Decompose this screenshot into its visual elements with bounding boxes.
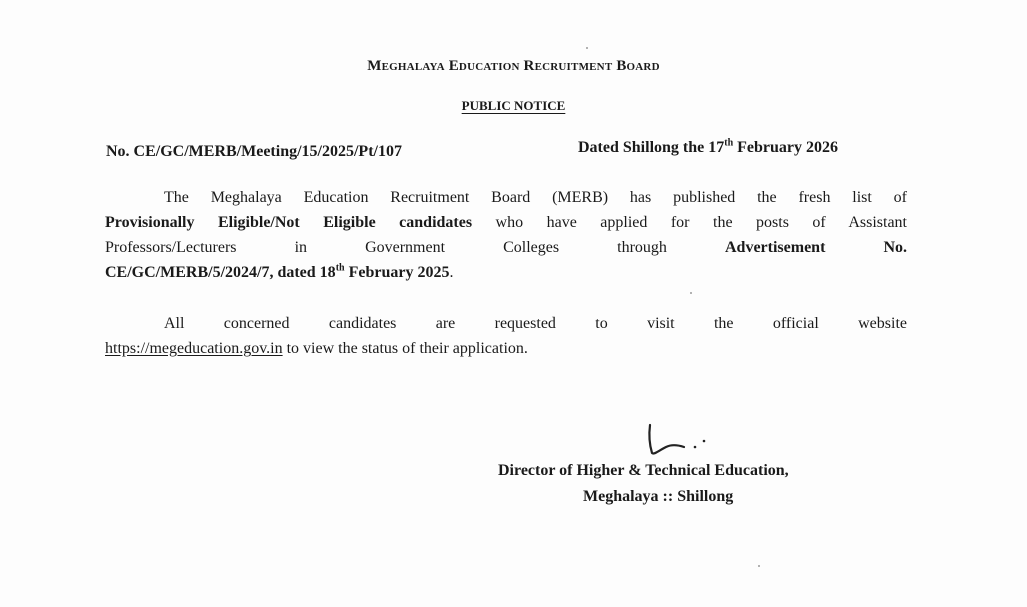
organization-heading: Meghalaya Education Recruitment Board xyxy=(367,58,660,74)
paragraph-2-line-1: All concerned candidates are requested to visit the official website xyxy=(164,315,907,332)
paragraph-1-line-4: CE/GC/MERB/5/2024/7, dated 18th February 2025. xyxy=(105,262,454,281)
paragraph-2 xyxy=(105,311,907,361)
paragraph-2-line-2: https://megeducation.gov.in to view the status of their application. xyxy=(105,340,528,357)
reference-number: No. CE/GC/MERB/Meeting/15/2025/Pt/107 xyxy=(106,143,402,160)
scan-speck xyxy=(690,292,692,294)
paragraph-1 xyxy=(105,185,907,285)
scan-speck xyxy=(586,47,588,49)
paragraph-1-line-1: The Meghalaya Education Recruitment Board (MERB) has published the fresh list of xyxy=(164,189,907,206)
notice-date: Dated Shillong the 17th February 2026 xyxy=(578,137,839,156)
website-link[interactable]: https://megeducation.gov.in xyxy=(105,340,283,357)
paragraph-1-line-3: Professors/Lecturers in Government Colleges through Advertisement No. xyxy=(105,239,908,256)
scan-speck xyxy=(758,565,760,567)
paragraph-1-line-2: Provisionally Eligible/Not Eligible candidates who have applied for the posts of Assistant xyxy=(105,214,908,231)
notice-title: PUBLIC NOTICE xyxy=(461,98,566,113)
signatory-title: Director of Higher & Technical Education, xyxy=(498,462,789,479)
handwritten-signature xyxy=(640,421,720,461)
signatory-location: Meghalaya :: Shillong xyxy=(583,488,734,505)
